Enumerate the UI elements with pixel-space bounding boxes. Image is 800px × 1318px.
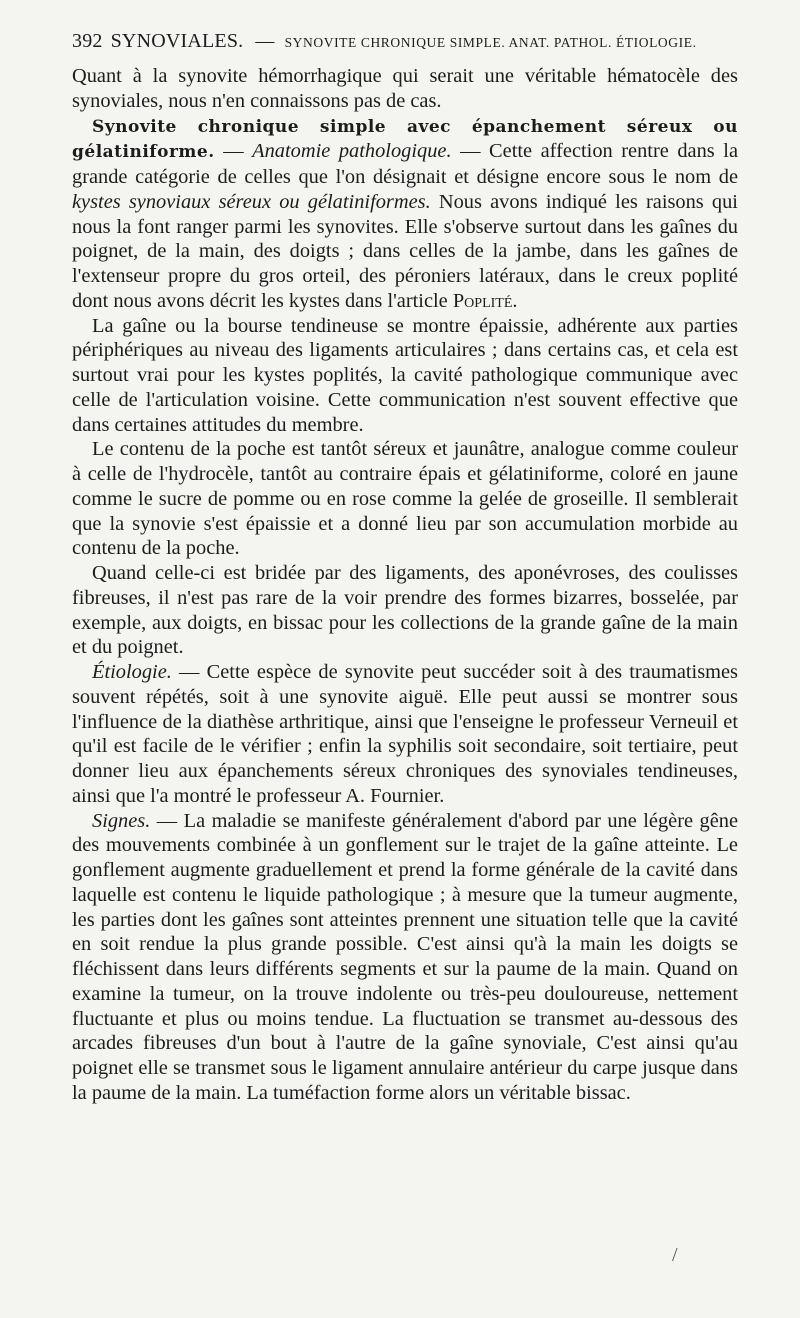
paragraph-3: La gaîne ou la bourse tendineuse se montre épaissie, adhérente aux parties périphériques au niveau des ligaments articulaires ; dans certains cas, et cela est surtout vrai pour les kystes poplités, la cavité pathologique communique avec celle de l'articulation voisine. Cette communication n'est souvent effective que dans certaines attitudes du membre. [72, 314, 738, 436]
article-reference: Poplité [452, 289, 513, 312]
header-subtitle: SYNOVITE CHRONIQUE SIMPLE. ANAT. PATHOL. ÉTIOLOGIE. [284, 35, 697, 50]
paragraph-2-text-1: Cette affection rentre dans la grande catégorie de celles que l'on désignait et désigne encore sous le nom de [72, 140, 738, 188]
paragraph-4: Le contenu de la poche est tantôt séreux et jaunâtre, analogue comme couleur à celle de l'hydrocèle, tantôt au contraire épais et gélatiniforme, coloré en jaune comme le sucre de pomme ou en rose comme la gelée de groseille. Il semblerait que la synovie s'est épaissie et a donné lieu par son accumulation morbide au contenu de la poche. [72, 438, 738, 560]
heading-separator-1: — [214, 140, 253, 163]
paragraph-2 [72, 114, 738, 314]
header-dash: — [255, 31, 275, 52]
paragraph-7-text: — La maladie se manifeste généralement d'abord par une légère gêne des mouvements combinée à un gonflement sur le trajet de la gaîne atteinte. Le gonflement augmente graduellement et prend la forme générale de la cavité dans laquelle est contenu le liquide pathologique ; à mesure que la tumeur augmente, les parties dont les gaînes sont atteintes prennent une situation telle que la cavité en soit rendue la plus grande possible. C'est ainsi qu'à la main les doigts se fléchissent dans leurs différents segments et sur la paume de la main. Quand on examine la tumeur, on la trouve indolente ou très-peu douloureuse, nettement fluctuante et plus ou moins tendue. La fluctuation se transmet au-dessous des arcades fibreuses d'un bout à l'autre de la gaîne synoviale, C'est ainsi qu'au poignet elle se transmet sous le ligament annulaire antérieur du carpe jusque dans la paume de la main. La tuméfaction forme alors un véritable bissac. [72, 809, 738, 1104]
paragraph-2-italic: kystes synoviaux séreux ou gélatiniformes. [72, 190, 431, 213]
paragraph-2-text-2: Nous avons indiqué les raisons qui nous la font ranger parmi les synovites. Elle s'observe surtout dans les gaînes du poignet, de la main, des doigts ; dans celles de la jambe, dans les gaînes de l'extenseur propre du gros orteil, des péroniers latéraux, dans le creux poplité dont nous avons décrit les kystes dans l'article [72, 190, 738, 312]
stray-pencil-mark: / [672, 1244, 678, 1266]
paragraph-6 [72, 660, 738, 809]
running-head [72, 30, 738, 64]
page-number: 392 [72, 30, 103, 52]
heading-separator-2: — [451, 140, 490, 163]
paragraph-7 [72, 809, 738, 1106]
paragraph-6-text: — Cette espèce de synovite peut succéder soit à des traumatismes souvent répétés, soit à une synovite aiguë. Elle peut aussi se montrer sous l'influence de la diathèse arthritique, ainsi que l'enseigne le professeur Verneuil et qu'il est facile de le vérifier ; enfin la syphilis soit secondaire, soit tertiaire, peut donner lieu aux épanchements séreux chroniques des synoviales tendineuses, ainsi que l'a montré le professeur A. Fournier. [72, 661, 738, 807]
subheading-etiologie: Étiologie. [92, 661, 172, 683]
paragraph-5: Quand celle-ci est bridée par des ligaments, des aponévroses, des coulisses fibreuses, il n'est pas rare de la voir prendre des formes bizarres, bosselée, par exemple, aux doigts, en bissac pour les collections de la grande gaîne de la main et du poignet. [72, 562, 738, 659]
subheading-signes: Signes. [92, 809, 151, 832]
paragraph-2-text-3: . [512, 289, 518, 312]
paragraph-1: Quant à la synovite hémorrhagique qui serait une véritable hématocèle des synoviales, nous n'en connaissons pas de cas. [72, 65, 738, 112]
section-heading: Synovite chronique simple avec épanchement séreux ou gélatiniforme. [72, 116, 738, 163]
section-title: SYNOVIALES. [110, 30, 244, 52]
body-text [72, 64, 738, 1106]
subheading-anatomie: Anatomie pathologique. [252, 140, 452, 163]
